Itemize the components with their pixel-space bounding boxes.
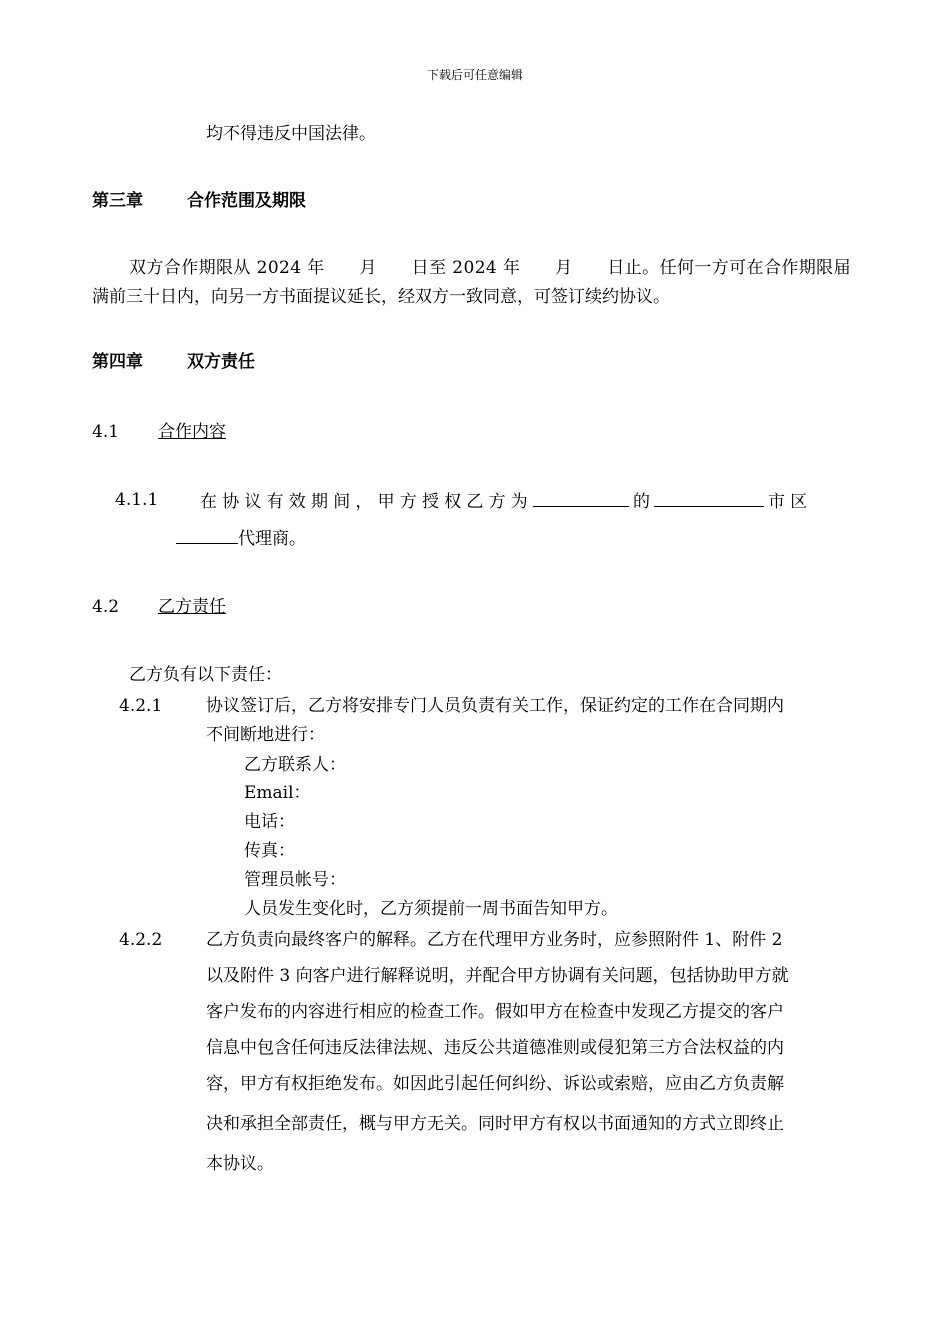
item-4-2-1-number: 4.2.1 — [119, 696, 163, 716]
chapter3-number: 第三章 — [92, 191, 143, 211]
chapter3-paragraph-line1: 双方合作期限从 2024 年 月 日至 2024 年 月 日止。任何一方可在合作期限届 — [129, 258, 851, 278]
item-4-2-2-line: 容，甲方有权拒绝发布。如因此引起任何纠纷、诉讼或索赔，应由乙方负责解 — [206, 1074, 784, 1094]
email-label: Email： — [244, 783, 311, 803]
phone-label: 电话： — [244, 812, 295, 832]
section-4-1-title: 合作内容 — [158, 422, 226, 442]
section-4-2-number: 4.2 — [92, 597, 120, 617]
blank-field-1 — [533, 490, 629, 507]
item-4-2-1-line2: 不间断地进行： — [206, 725, 325, 745]
fax-label: 传真： — [244, 841, 295, 861]
item-4-1-1-line1 — [200, 490, 812, 512]
admin-account-label: 管理员帐号： — [244, 870, 346, 890]
personnel-change-notice: 人员发生变化时，乙方须提前一周书面告知甲方。 — [244, 899, 618, 919]
blank-field-2 — [654, 490, 764, 507]
chapter4-title: 双方责任 — [187, 352, 255, 372]
blank-field-3 — [176, 527, 238, 544]
section-4-2-intro: 乙方负有以下责任： — [129, 665, 282, 685]
item-4-2-2-line: 本协议。 — [206, 1154, 274, 1174]
intro-text: 均不得违反中国法律。 — [206, 124, 376, 144]
chapter4-number: 第四章 — [92, 352, 143, 372]
item-4-1-1-text-b: 的 — [633, 492, 650, 512]
item-4-1-1-text-a: 在协议有效期间，甲方授权乙方为 — [200, 492, 533, 512]
contact-person-label: 乙方联系人： — [244, 755, 346, 775]
section-4-2-title: 乙方责任 — [158, 597, 226, 617]
item-4-2-2-line: 以及附件 3 向客户进行解释说明，并配合甲方协调有关问题，包括协助甲方就 — [206, 966, 789, 986]
item-4-2-2-line: 客户发布的内容进行相应的检查工作。假如甲方在检查中发现乙方提交的客户 — [206, 1002, 784, 1022]
item-4-2-2-line: 信息中包含任何违反法律法规、违反公共道德准则或侵犯第三方合法权益的内 — [206, 1038, 784, 1058]
item-4-2-2-number: 4.2.2 — [119, 930, 163, 950]
item-4-1-1-text-c: 市区 — [768, 492, 813, 512]
item-4-1-1-line2-text: 代理商。 — [238, 529, 306, 549]
item-4-1-1-line2 — [176, 527, 306, 549]
item-4-2-2-line: 乙方负责向最终客户的解释。乙方在代理甲方业务时，应参照附件 1、附件 2 — [206, 930, 783, 950]
item-4-1-1-number: 4.1.1 — [115, 490, 159, 510]
chapter3-title: 合作范围及期限 — [187, 191, 306, 211]
section-4-1-number: 4.1 — [92, 422, 120, 442]
page-header-note: 下载后可任意编辑 — [426, 68, 523, 82]
chapter3-paragraph-line2: 满前三十日内，向另一方书面提议延长，经双方一致同意，可签订续约协议。 — [92, 287, 670, 307]
item-4-2-2-line: 决和承担全部责任，概与甲方无关。同时甲方有权以书面通知的方式立即终止 — [206, 1114, 784, 1134]
item-4-2-1-line1: 协议签订后，乙方将安排专门人员负责有关工作，保证约定的工作在合同期内 — [206, 696, 784, 716]
